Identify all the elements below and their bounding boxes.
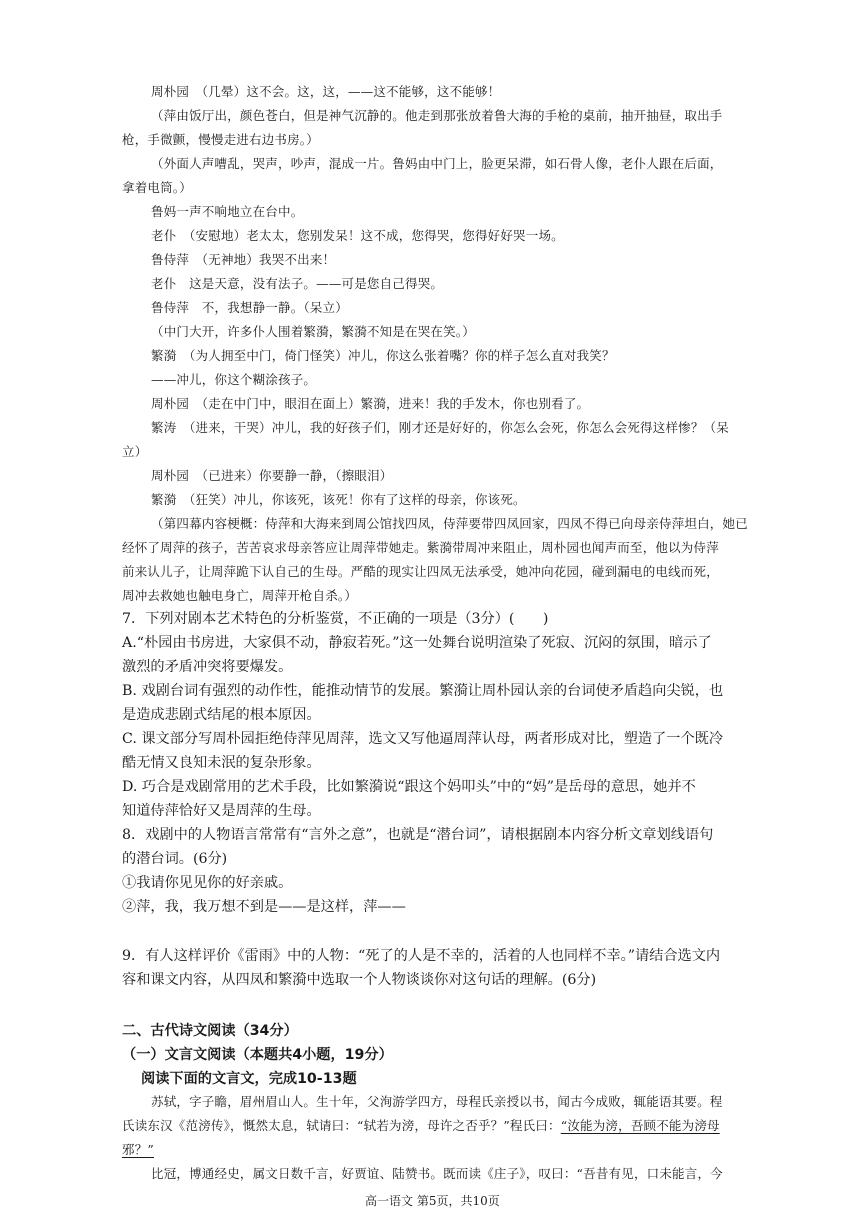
underlined-sentence: “汝能为滂，吾顾不能为滂母: [560, 1118, 720, 1133]
script-line: 繁漪 （狂笑）冲儿，你该死，该死！你有了这样的母亲，你该死。: [151, 492, 526, 507]
script-line: 老仆 这是天意，没有法子。——可是您自己得哭。: [151, 276, 444, 291]
script-line: 拿着电筒。）: [122, 180, 192, 195]
script-line: 枪，手微颤，慢慢走进右边书房。）: [122, 132, 319, 147]
script-line: 周朴园 （已进来）你要静一静，（擦眼泪）: [151, 468, 393, 483]
question-7-option-a-cont: 激烈的矛盾冲突将要爆发。: [122, 659, 293, 675]
question-9-stem-cont: 容和课文内容，从四凤和繁漪中选取一个人物谈谈你对这句话的理解。(6分): [122, 972, 597, 988]
question-7-option-c-cont: 酷无情又良知未泯的复杂形象。: [122, 755, 321, 771]
script-line: 周朴园 （几晕）这不会。这，这，——这不能够，这不能够！: [151, 84, 501, 99]
classical-text-line: [122, 1116, 720, 1134]
synopsis-line: 经怀了周萍的孩子，苦苦哀求母亲答应让周萍带她走。紫漪带周冲来阻止，周朴园也闻声而至，他以为侍萍: [122, 540, 719, 555]
synopsis-line: 周冲去救她也触电身亡，周萍开枪自杀。）: [122, 588, 358, 603]
script-line: （中门大开，许多仆人围着繁漪，繁漪不知是在哭在笑。）: [151, 324, 475, 339]
question-7-option-d-cont: 知道侍萍恰好又是周萍的生母。: [122, 803, 321, 819]
question-9-stem: 9．有人这样评价《雷雨》中的人物：“死了的人是不幸的，活着的人也同样不幸。”请结合选文内: [122, 948, 721, 964]
script-line: 鲁侍萍 不，我想静一静。（呆立）: [151, 300, 348, 315]
subsection-heading: （一）文言文阅读（本题共4小题，19分）: [122, 1047, 393, 1063]
synopsis-line: （第四幕内容梗概：侍萍和大海来到周公馆找四凤，侍萍要带四凤回家，四凤不得已向母亲侍萍坦白，她已: [151, 516, 748, 531]
classical-text-plain: 氏读东汉《范滂传》，慨然太息，轼请曰：“轼若为滂，母许之否乎？”程氏曰：: [122, 1118, 561, 1133]
classical-text-line: 苏轼，字子瞻，眉州眉山人。生十年，父洵游学四方，母程氏亲授以书，闻古今成败，辄能语其要。程: [151, 1094, 723, 1109]
question-8-line-2: ②萍，我，我万想不到是——是这样，萍——: [122, 899, 406, 915]
question-8-stem: 8．戏剧中的人物语言常常有“言外之意”，也就是“潜台词”，请根据剧本内容分析文章划线语句: [122, 827, 714, 843]
script-line: （萍由饭厅出，颜色苍白，但是神气沉静的。他走到那张放着鲁大海的手枪的桌前，抽开抽昼，取出手: [151, 108, 723, 123]
script-line: 鲁妈一声不响地立在台中。: [151, 204, 304, 219]
underlined-sentence-cont: 邪？”: [122, 1142, 154, 1157]
script-line: 繁漪 （为人拥至中门，倚门怪笑）冲儿，你这么张着嘴？你的样子怎么直对我笑？: [151, 348, 615, 363]
script-line: 老仆 （安慰地）老太太，您别发呆！这不成，您得哭，您得好好哭一场。: [151, 228, 564, 243]
section-heading: 二、古代诗文阅读（34分）: [122, 1023, 298, 1039]
script-line: 鲁侍萍 （无神地）我哭不出来！: [151, 252, 336, 267]
script-line: （外面人声嘈乱，哭声，吵声，混成一片。鲁妈由中门上，脸更呆滞，如石骨人像，老仆人跟在后面，: [151, 156, 723, 171]
classical-text-line: 比冠，博通经史，属文日数千言，好贾谊、陆赞书。既而读《庄子》，叹曰：“吾昔有见，口未能言，今: [151, 1166, 723, 1181]
reading-instruction: 阅读下面的文言文，完成10-13题: [141, 1071, 357, 1087]
script-line: ——冲儿，你这个糊涂孩子。: [151, 372, 317, 387]
question-7-option-b: B. 戏剧台词有强烈的动作性，能推动情节的发展。繁漪让周朴园认亲的台词使矛盾趋向尖锐，也: [122, 683, 724, 699]
question-7-stem: 7．下列对剧本艺术特色的分析鉴赏，不正确的一项是（3分）( ): [122, 611, 549, 627]
synopsis-line: 前来认儿子，让周萍跪下认自己的生母。严酷的现实让四凤无法承受，她冲向花园，碰到漏电的电线而死，: [122, 564, 719, 579]
question-8-stem-cont: 的潜台词。(6分): [122, 851, 228, 867]
page-footer: 高一语文 第5页，共10页: [365, 1194, 500, 1208]
script-line: 立）: [122, 444, 148, 459]
question-7-option-a: A.“朴园由书房进，大家俱不动，静寂若死。”这一处舞台说明渲染了死寂、沉闷的氛围，暗示了: [122, 635, 712, 651]
question-8-line-1: ①我请你见见你的好亲戚。: [122, 875, 293, 891]
script-line: 繁涛 （进来，干哭）冲儿，我的好孩子们，刚才还是好好的，你怎么会死，你怎么会死得这样惨？（呆: [151, 420, 729, 435]
question-7-option-c: C. 课文部分写周朴园拒绝侍萍见周萍，选文又写他逼周萍认母，两者形成对比，塑造了一个既冷: [122, 731, 724, 747]
question-7-option-d: D. 巧合是戏剧常用的艺术手段，比如繁漪说“跟这个妈叩头”中的“妈”是岳母的意思，她并不: [122, 779, 696, 795]
question-7-option-b-cont: 是造成悲剧式结尾的根本原因。: [122, 707, 321, 723]
script-line: 周朴园 （走在中门中，眼泪在面上）繁漪，进来！我的手发木，你也别看了。: [151, 396, 590, 411]
